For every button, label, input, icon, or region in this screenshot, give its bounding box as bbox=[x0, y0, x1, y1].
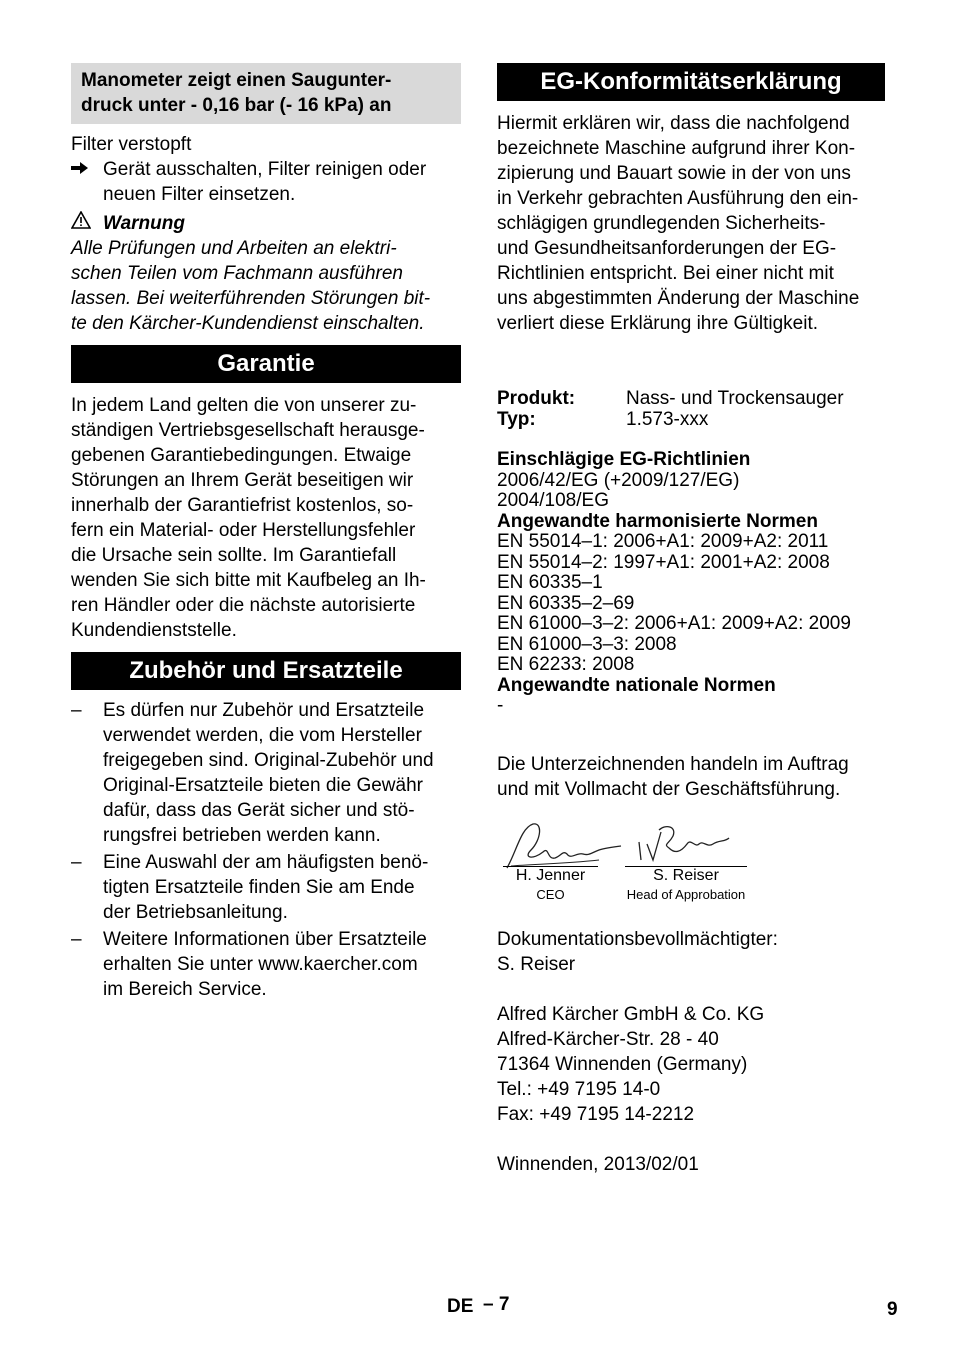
garantie-line: ständigen Vertriebsgesellschaft herausge- bbox=[71, 420, 425, 441]
action-item bbox=[71, 157, 461, 207]
signer-role: Head of Approbation bbox=[626, 886, 746, 902]
list-line: der Betriebsanleitung. bbox=[103, 902, 288, 923]
warning-line: lassen. Bei weiterführenden Störungen bit- bbox=[71, 288, 431, 309]
conformity-intro bbox=[497, 111, 885, 336]
conformity-heading: EG-Konformitätserklärung bbox=[497, 63, 885, 101]
signer-name: H. Jenner bbox=[503, 866, 598, 885]
doc-auth-name: S. Reiser bbox=[497, 953, 576, 975]
harmonized-title: Angewandte harmonisierte Normen bbox=[497, 510, 818, 532]
signers-intro bbox=[497, 752, 885, 802]
list-dash: – bbox=[71, 700, 82, 721]
product-value: Nass- und Trockensauger bbox=[626, 388, 844, 409]
footer-page-number: 9 bbox=[887, 1299, 898, 1320]
heading-line: druck unter - 0,16 bar (- 16 kPa) an bbox=[81, 95, 392, 116]
standard-line: EN 61000–3–3: 2008 bbox=[497, 633, 677, 655]
place-date: Winnenden, 2013/02/01 bbox=[497, 1153, 699, 1175]
troubleshoot-heading bbox=[71, 63, 461, 124]
footer-section-page: – 7 bbox=[483, 1294, 510, 1315]
garantie-heading: Garantie bbox=[71, 345, 461, 383]
address-line: Fax: +49 7195 14-2212 bbox=[497, 1103, 695, 1125]
garantie-line: fern ein Material- oder Herstellungsfehler bbox=[71, 520, 416, 541]
standards-block bbox=[497, 450, 885, 717]
list-item bbox=[71, 698, 461, 848]
intro-line: uns abgestimmten Änderung der Maschine bbox=[497, 288, 860, 309]
directive-line: 2006/42/EG (+2009/127/EG) bbox=[497, 469, 740, 491]
zubehoer-heading: Zubehör und Ersatzteile bbox=[71, 652, 461, 690]
list-line: verwendet werden, die vom Hersteller bbox=[103, 725, 422, 746]
left-column bbox=[71, 63, 461, 1004]
signature-jenner-image bbox=[503, 820, 623, 872]
address-line: Alfred-Kärcher-Str. 28 - 40 bbox=[497, 1028, 719, 1050]
address-line: 71364 Winnenden (Germany) bbox=[497, 1053, 748, 1075]
signer-reiser bbox=[625, 866, 747, 905]
signer-name: S. Reiser bbox=[625, 866, 747, 885]
intro-line: schlägigen grundlegenden Sicherheits- bbox=[497, 213, 826, 234]
garantie-line: innerhalb der Garantiefrist kostenlos, so- bbox=[71, 495, 414, 516]
list-line: erhalten Sie unter www.kaercher.com bbox=[103, 954, 418, 975]
list-line: tigten Ersatzteile finden Sie am Ende bbox=[103, 877, 415, 898]
type-label: Typ: bbox=[497, 408, 536, 430]
garantie-line: die Ursache sein sollte. Im Garantiefall bbox=[71, 545, 397, 566]
address-line: Alfred Kärcher GmbH & Co. KG bbox=[497, 1003, 765, 1025]
intro-line: Hiermit erklären wir, dass die nachfolgend bbox=[497, 113, 850, 134]
national-title: Angewandte nationale Normen bbox=[497, 674, 776, 696]
standard-line: EN 55014–1: 2006+A1: 2009+A2: 2011 bbox=[497, 531, 829, 552]
signer-role: CEO bbox=[536, 886, 565, 902]
warning-line: schen Teilen vom Fachmann ausführen bbox=[71, 263, 403, 284]
list-line: Es dürfen nur Zubehör und Ersatzteile bbox=[103, 700, 425, 721]
address-line: Tel.: +49 7195 14-0 bbox=[497, 1078, 661, 1100]
warning-title bbox=[71, 211, 461, 236]
arrow-right-icon bbox=[71, 157, 103, 207]
garantie-line: Kundendienststelle. bbox=[71, 620, 237, 641]
intro-line: Richtlinien entspricht. Bei einer nicht mit bbox=[497, 263, 834, 284]
warning-line: Alle Prüfungen und Arbeiten an elektri- bbox=[71, 238, 397, 259]
garantie-line: gebenen Garantiebedingungen. Etwaige bbox=[71, 445, 412, 466]
list-line: dafür, dass das Gerät sicher und stö- bbox=[103, 800, 415, 821]
standard-line: EN 60335–2–69 bbox=[497, 592, 635, 614]
garantie-line: ren Händler oder die nächste autorisierte bbox=[71, 595, 416, 616]
signature-area bbox=[497, 820, 885, 915]
national-value: - bbox=[497, 695, 504, 716]
intro-line: und Gesundheitsanforderungen der EG- bbox=[497, 238, 837, 259]
warning-text bbox=[71, 236, 461, 336]
action-line: Gerät ausschalten, Filter reinigen oder bbox=[103, 159, 427, 180]
doc-auth-label: Dokumentationsbevollmächtigter: bbox=[497, 928, 778, 950]
product-row bbox=[497, 389, 885, 410]
list-dash: – bbox=[71, 852, 82, 873]
list-line: rungsfrei betrieben werden kann. bbox=[103, 825, 381, 846]
cause-text: Filter verstopft bbox=[71, 134, 192, 155]
standard-line: EN 61000–3–2: 2006+A1: 2009+A2: 2009 bbox=[497, 613, 851, 634]
footer-language: DE bbox=[447, 1296, 474, 1317]
intro-line: verliert diese Erklärung ihre Gültigkeit. bbox=[497, 313, 819, 334]
directive-line: 2004/108/EG bbox=[497, 490, 609, 511]
standard-line: EN 60335–1 bbox=[497, 572, 603, 593]
warning-label: Warnung bbox=[103, 213, 185, 234]
standard-line: EN 62233: 2008 bbox=[497, 654, 635, 675]
warning-line: te den Kärcher-Kundendienst einschalten. bbox=[71, 313, 425, 334]
intro-line: bezeichnete Maschine aufgrund ihrer Kon- bbox=[497, 138, 856, 159]
doc-authority bbox=[497, 927, 885, 977]
list-dash: – bbox=[71, 929, 82, 950]
company-address bbox=[497, 1002, 885, 1127]
list-line: freigegeben sind. Original-Zubehör und bbox=[103, 750, 434, 771]
product-label: Produkt: bbox=[497, 388, 576, 409]
intro-line: zipierung und Bauart sowie in der von uns bbox=[497, 163, 851, 184]
type-row bbox=[497, 410, 885, 431]
garantie-line: wenden Sie sich bitte mit Kaufbeleg an Ih- bbox=[71, 570, 426, 591]
signers-line: Die Unterzeichnenden handeln im Auftrag bbox=[497, 753, 849, 775]
list-item bbox=[71, 850, 461, 925]
list-line: Weitere Informationen über Ersatzteile bbox=[103, 929, 427, 950]
standard-line: EN 55014–2: 1997+A1: 2001+A2: 2008 bbox=[497, 551, 830, 573]
garantie-line: Störungen an Ihrem Gerät beseitigen wir bbox=[71, 470, 414, 491]
right-column bbox=[497, 63, 885, 1177]
warning-triangle-icon bbox=[71, 211, 103, 236]
signers-line: und mit Vollmacht der Geschäftsführung. bbox=[497, 778, 841, 800]
garantie-line: In jedem Land gelten die von unserer zu- bbox=[71, 395, 417, 416]
heading-line: Manometer zeigt einen Saugunter- bbox=[81, 70, 392, 91]
intro-line: in Verkehr gebrachten Ausführung den ein- bbox=[497, 188, 859, 209]
list-item bbox=[71, 927, 461, 1002]
list-line: Original-Ersatzteile bieten die Gewähr bbox=[103, 775, 423, 796]
list-line: Eine Auswahl der am häufigsten benö- bbox=[103, 852, 429, 873]
directives-title: Einschlägige EG-Richtlinien bbox=[497, 449, 751, 470]
type-value: 1.573-xxx bbox=[626, 408, 709, 430]
list-line: im Bereich Service. bbox=[103, 979, 267, 1000]
signature-reiser-image bbox=[635, 822, 731, 868]
action-line: neuen Filter einsetzen. bbox=[103, 184, 296, 205]
garantie-text bbox=[71, 393, 461, 643]
signer-jenner bbox=[503, 866, 598, 905]
